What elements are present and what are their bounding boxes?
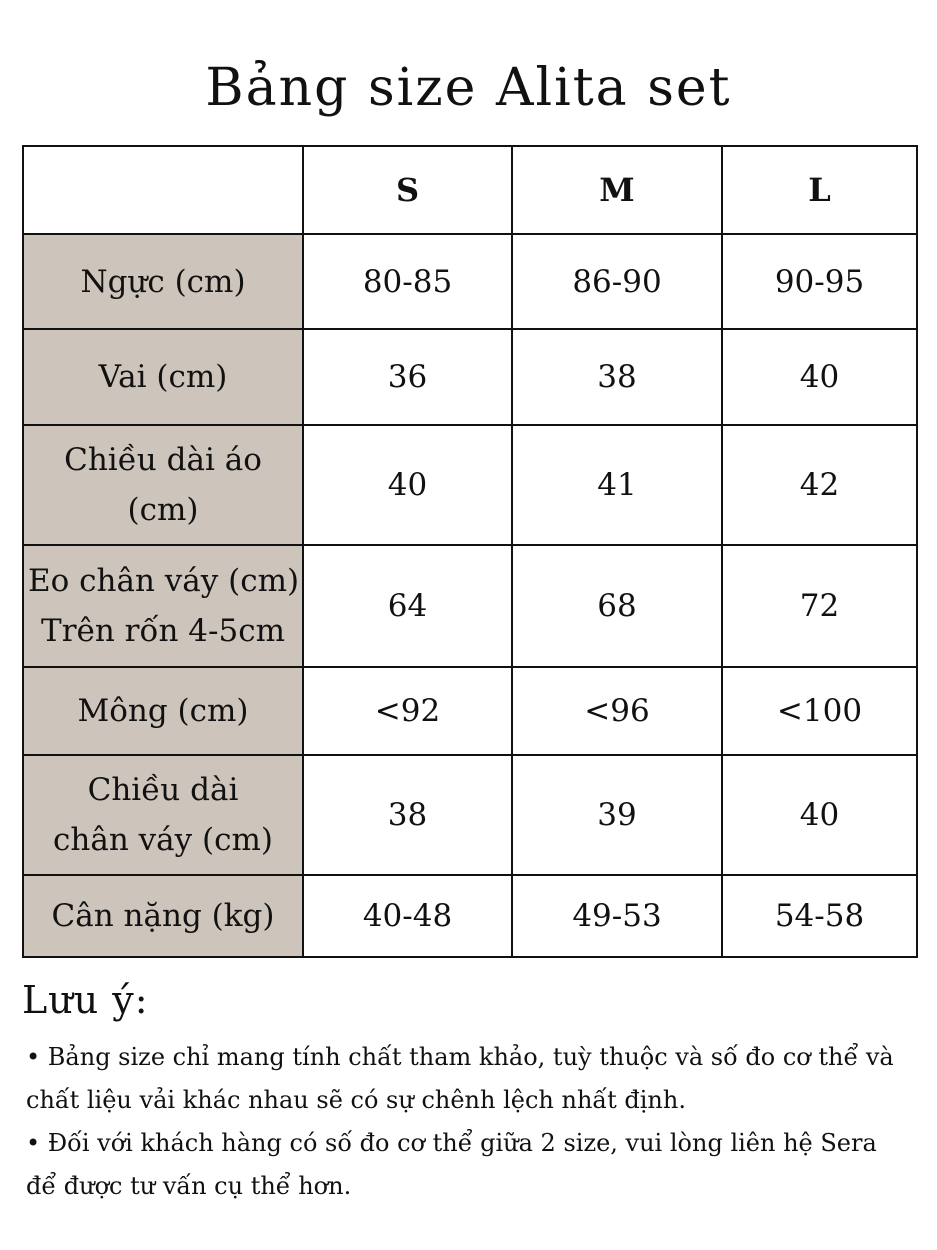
table-cell: 80-85 [303, 234, 512, 329]
table-row [23, 545, 917, 667]
row-label [23, 875, 303, 957]
table-cell: 49-53 [512, 875, 722, 957]
table-cell: <92 [303, 667, 512, 755]
table-cell: 40 [722, 755, 917, 875]
table-cell: 90-95 [722, 234, 917, 329]
table-cell: 40 [722, 329, 917, 425]
table-cell: 38 [303, 755, 512, 875]
row-label [23, 425, 303, 545]
table-cell: <100 [722, 667, 917, 755]
table-cell: 36 [303, 329, 512, 425]
note-line: • Bảng size chỉ mang tính chất tham khảo, tuỳ thuộc và số đo cơ thể và [26, 1043, 894, 1071]
table-cell: 54-58 [722, 875, 917, 957]
size-table [22, 145, 918, 958]
table-cell: 38 [512, 329, 722, 425]
row-label-line: Mông (cm) [77, 693, 249, 729]
table-corner-cell [23, 146, 303, 234]
size-header-s: S [303, 146, 512, 234]
table-cell: 40 [303, 425, 512, 545]
table-cell: 39 [512, 755, 722, 875]
table-cell: 42 [722, 425, 917, 545]
row-label [23, 545, 303, 667]
row-label-line: chân váy (cm) [53, 822, 273, 858]
notes-list [26, 1036, 926, 1208]
note-line: chất liệu vải khác nhau sẽ có sự chênh lệch nhất định. [26, 1086, 686, 1114]
table-row [23, 667, 917, 755]
table-cell: 68 [512, 545, 722, 667]
page-title: Bảng size Alita set [205, 58, 732, 118]
size-header-l: L [722, 146, 917, 234]
table-cell: 86-90 [512, 234, 722, 329]
size-header-m: M [512, 146, 722, 234]
table-row [23, 875, 917, 957]
table-cell: <96 [512, 667, 722, 755]
table-cell: 72 [722, 545, 917, 667]
row-label [23, 329, 303, 425]
row-label-line: Cân nặng (kg) [51, 898, 275, 934]
note-item [26, 1122, 926, 1208]
table-row [23, 234, 917, 329]
table-cell: 40-48 [303, 875, 512, 957]
row-label [23, 667, 303, 755]
table-row [23, 329, 917, 425]
table-row [23, 425, 917, 545]
table-header-row [23, 146, 917, 234]
row-label-line: Chiều dài áo [64, 442, 262, 478]
row-label-line: Vai (cm) [98, 359, 228, 395]
note-item [26, 1036, 926, 1122]
table-row [23, 755, 917, 875]
notes-title: Lưu ý: [22, 978, 149, 1022]
row-label-line: Ngực (cm) [80, 263, 246, 300]
table-cell: 64 [303, 545, 512, 667]
note-line: • Đối với khách hàng có số đo cơ thể giữa 2 size, vui lòng liên hệ Sera [26, 1129, 877, 1157]
row-label [23, 755, 303, 875]
row-label-line: Chiều dài [87, 772, 239, 808]
row-label-line: (cm) [127, 492, 199, 528]
row-label-line: Eo chân váy (cm) [28, 563, 300, 599]
row-label-line: Trên rốn 4-5cm [41, 613, 285, 649]
row-label [23, 234, 303, 329]
table-cell: 41 [512, 425, 722, 545]
note-line: để được tư vấn cụ thể hơn. [26, 1172, 352, 1200]
